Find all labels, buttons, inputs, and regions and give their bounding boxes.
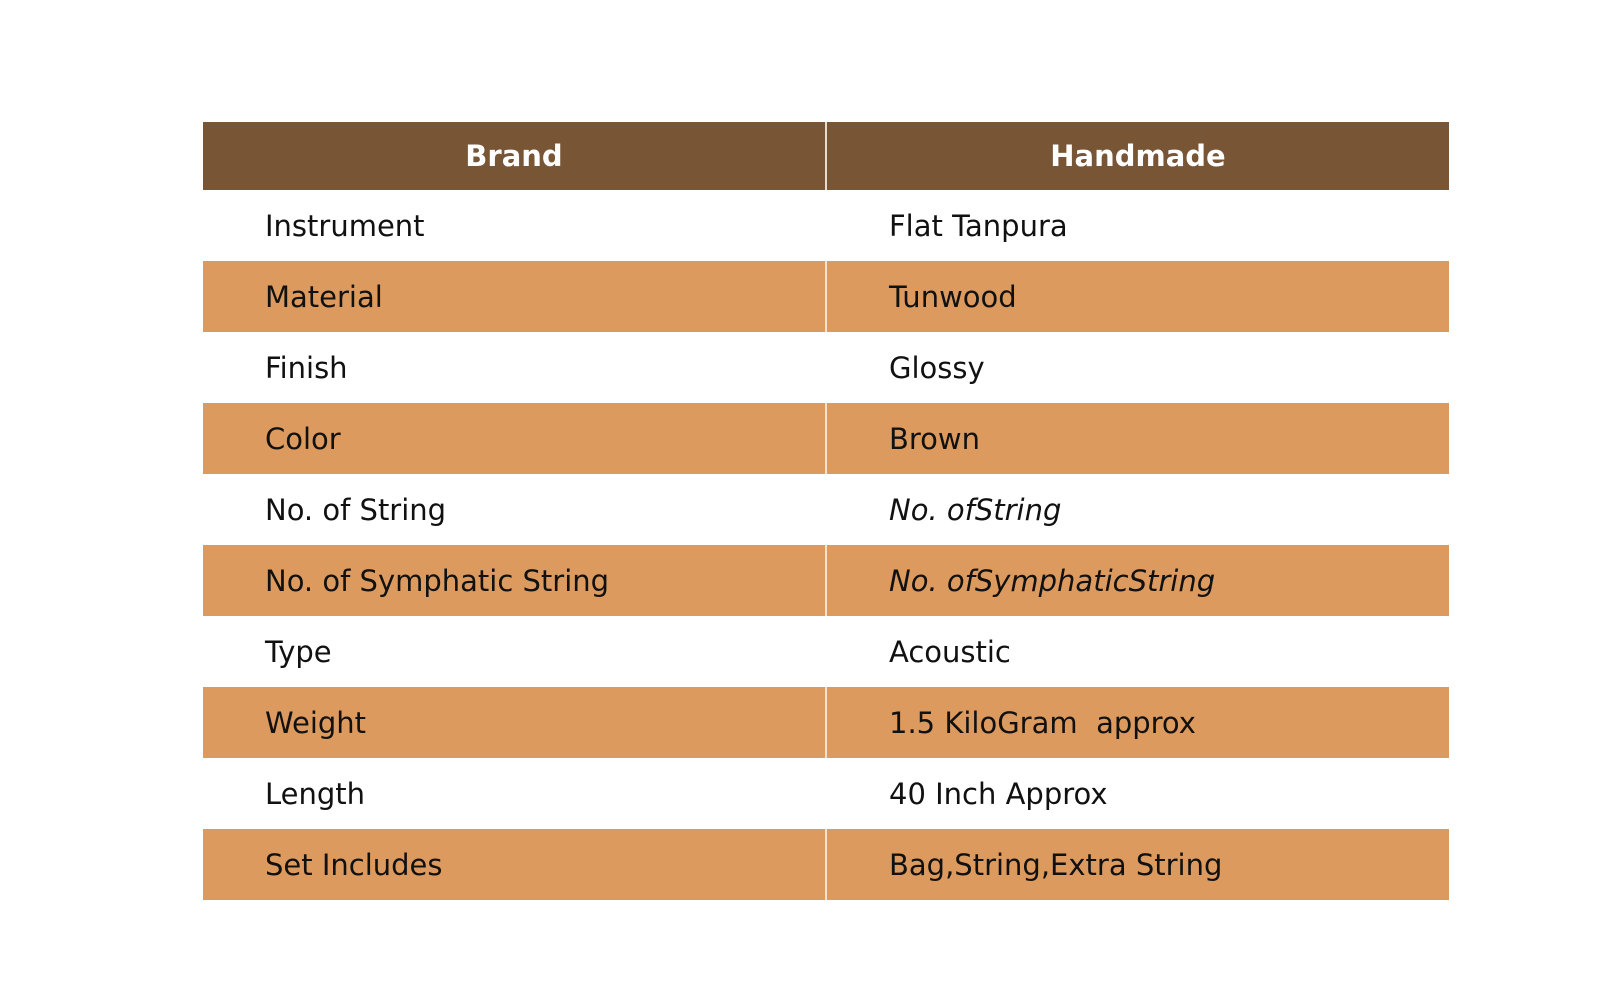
table-row: [203, 829, 1449, 900]
table-row: [203, 261, 1449, 332]
row-value: No. ofSymphaticString: [826, 545, 1449, 616]
table-row: [203, 474, 1449, 545]
row-label: No. of Symphatic String: [203, 545, 826, 616]
row-label: Length: [203, 758, 826, 829]
row-label: No. of String: [203, 474, 826, 545]
table-header: [203, 122, 1449, 190]
row-label: Finish: [203, 332, 826, 403]
table-row: [203, 616, 1449, 687]
row-value: Brown: [826, 403, 1449, 474]
table-row: [203, 545, 1449, 616]
row-value: Bag,String,Extra String: [826, 829, 1449, 900]
row-label: Instrument: [203, 190, 826, 261]
row-value: 40 Inch Approx: [826, 758, 1449, 829]
row-label: Set Includes: [203, 829, 826, 900]
row-value: 1.5 KiloGram approx: [826, 687, 1449, 758]
header-row: [203, 122, 1449, 190]
row-label: Color: [203, 403, 826, 474]
row-label: Type: [203, 616, 826, 687]
row-value: Tunwood: [826, 261, 1449, 332]
table-row: [203, 332, 1449, 403]
row-value: Flat Tanpura: [826, 190, 1449, 261]
table-row: [203, 190, 1449, 261]
table-row: [203, 758, 1449, 829]
row-value: Acoustic: [826, 616, 1449, 687]
header-brand: Brand: [203, 122, 826, 190]
row-label: Weight: [203, 687, 826, 758]
table-row: [203, 403, 1449, 474]
row-value: No. ofString: [826, 474, 1449, 545]
specifications-table: [203, 122, 1449, 900]
table-body: [203, 190, 1449, 900]
table-row: [203, 687, 1449, 758]
header-handmade: Handmade: [826, 122, 1449, 190]
row-label: Material: [203, 261, 826, 332]
row-value: Glossy: [826, 332, 1449, 403]
